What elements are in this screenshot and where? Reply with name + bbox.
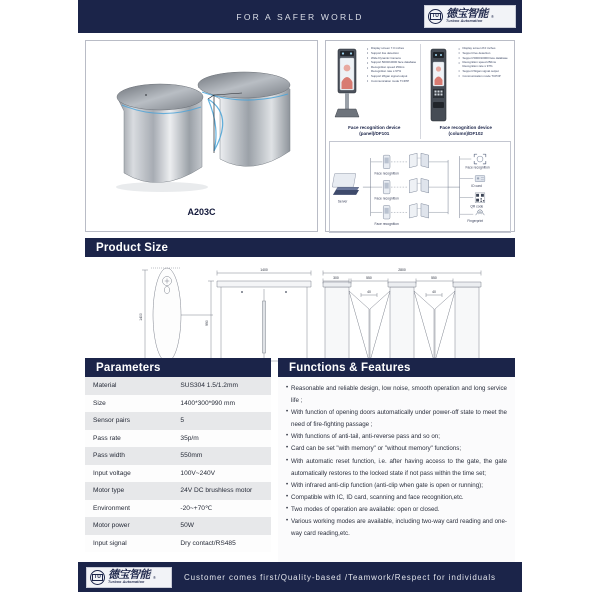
device-column-image xyxy=(422,46,456,124)
brand-text xyxy=(108,570,150,585)
parameter-value: -20~+70℃ xyxy=(180,505,213,513)
parameter-value: 100V~240V xyxy=(180,469,216,477)
parameter-value: Dry contact/RS485 xyxy=(180,539,236,547)
table-row xyxy=(85,500,271,518)
credential-fingerprint-icon xyxy=(476,210,485,215)
spec-item: • Recognition speed 250ms Recognition rate ≥ 97% xyxy=(459,61,511,68)
credential-face-icon xyxy=(474,154,486,164)
device-list xyxy=(329,44,511,139)
topology-gate-icon xyxy=(409,178,448,193)
parameter-value: 1400*300*990 mm xyxy=(180,399,236,407)
product-size-section xyxy=(85,238,515,372)
dim-gap2: 40 xyxy=(432,290,436,294)
brand-logo-header xyxy=(424,5,516,28)
feature-item: • With function of opening doors automatically under power-off state to meet the need of fire-fighting passage ; xyxy=(286,407,507,431)
device-spec-list-df102 xyxy=(459,46,511,124)
table-row xyxy=(85,482,271,500)
server-label: Server xyxy=(337,199,348,204)
brand-text xyxy=(446,9,488,24)
functions-body xyxy=(278,377,515,569)
functions-section xyxy=(278,358,515,569)
parameter-key: Pass rate xyxy=(93,434,121,442)
device-caption-line1: Face recognition device xyxy=(348,125,401,130)
feature-item: • With functions of anti-tail, anti-reverse pass and so on; xyxy=(286,431,507,443)
brand-name-cn: 德宝智能 xyxy=(108,568,150,581)
product-photo xyxy=(102,55,302,205)
spec-item: • Recognition speed 250ms Recognition rate ≥ 97% xyxy=(367,66,419,73)
face-terminal-column-icon xyxy=(427,48,451,124)
functions-list xyxy=(286,383,507,540)
spec-item: • Support live detection xyxy=(367,52,419,56)
spec-item: • Support 5000/10000 face database xyxy=(459,57,511,61)
dim-lanes-total: 2800 xyxy=(398,268,406,272)
parameter-value: 50W xyxy=(180,522,194,530)
parameter-value: 5 xyxy=(180,417,185,425)
feature-item: • Compatible with IC, ID card, scanning and face recognition,etc. xyxy=(286,492,507,504)
feature-item: • Two modes of operation are available: open or closed. xyxy=(286,504,507,516)
spec-item: • Support 5000/10000 face database xyxy=(367,61,419,65)
brand-mark-letters: TU xyxy=(94,573,101,580)
parameter-key: Environment xyxy=(93,504,131,512)
device-body xyxy=(422,46,511,124)
system-topology-diagram xyxy=(329,141,511,233)
table-row xyxy=(85,412,271,430)
registered-icon: ® xyxy=(491,14,494,19)
parameter-value: 550mm xyxy=(180,452,203,460)
table-row xyxy=(85,465,271,483)
parameter-value: 35p/m xyxy=(180,434,199,442)
device-caption-line2: (column)/DF102 xyxy=(448,130,483,136)
table-row xyxy=(85,447,271,465)
spec-item: • Display screen 7.0 inches xyxy=(367,47,419,51)
device-card-df102 xyxy=(420,44,512,139)
brand-mark-icon xyxy=(90,570,105,585)
credential-idcard-icon xyxy=(475,175,485,181)
table-row xyxy=(85,517,271,535)
spec-item: • Support Wigan signal output xyxy=(367,75,419,79)
server-icon xyxy=(332,173,359,194)
spec-item: • Display screen 8.0 inches xyxy=(459,47,511,51)
parameters-section xyxy=(85,358,271,569)
parameter-key: Material xyxy=(93,382,117,390)
topology-node-label: Face recognition xyxy=(374,221,399,226)
credential-label-1: ID card xyxy=(471,184,482,189)
device-body xyxy=(330,46,419,124)
device-caption-line2: (panel)/DF101 xyxy=(359,130,390,136)
dim-top-length: 1400 xyxy=(139,313,143,321)
dim-front-height: 990 xyxy=(205,320,209,326)
device-caption-line1: Face recognition device xyxy=(439,125,492,130)
credential-label-3: Fingerprint xyxy=(467,218,484,223)
dim-front-width: 1400 xyxy=(260,268,268,272)
credential-label-0: Face recognition xyxy=(465,165,490,170)
topology-gate-icon xyxy=(409,203,448,218)
dim-cabinet: 300 xyxy=(333,276,339,280)
credential-qrcode-icon xyxy=(475,193,485,203)
brand-name-en: Turboo Automation xyxy=(108,579,145,584)
feature-item: • Reasonable and reliable design, low noise, smooth operation and long service life ; xyxy=(286,383,507,407)
brand-mark-icon xyxy=(428,9,443,24)
feature-item: • With infrared anti-clip function (anti-clip when gate is open or running); xyxy=(286,480,507,492)
device-spec-list-df101 xyxy=(367,46,419,124)
table-row xyxy=(85,430,271,448)
feature-item: • Card can be set "with memory" or "without memory" functions; xyxy=(286,443,507,455)
parameter-key: Pass width xyxy=(93,452,125,460)
parameter-value: 24V DC brushless motor xyxy=(180,487,253,495)
bottom-content-row xyxy=(85,358,515,569)
table-row xyxy=(85,377,271,395)
table-row xyxy=(85,395,271,413)
feature-item: • Various working modes are available, including two-way card reading and one-way card reading,etc. xyxy=(286,516,507,540)
topology-node-label: Face recognition xyxy=(374,196,399,201)
feature-item: • With automatic reset function, i.e. after having access to the gate, the gate automatically restores to the locked state if not pass within the time set; xyxy=(286,456,507,480)
parameter-key: Size xyxy=(93,399,106,407)
header-slogan: FOR A SAFER WORLD xyxy=(236,11,364,22)
footer-bar xyxy=(78,562,522,592)
topology-svg xyxy=(330,142,510,232)
accessories-panel xyxy=(325,40,515,232)
brand-logo-footer xyxy=(86,567,172,588)
product-size-drawings xyxy=(85,257,515,372)
dimension-drawings xyxy=(85,257,515,372)
parameters-header: Parameters xyxy=(85,358,271,377)
spec-item: • Communication mode TCP/IP xyxy=(367,80,419,84)
device-caption-df101 xyxy=(330,124,419,139)
product-size-header: Product Size xyxy=(85,238,515,257)
parameter-key: Sensor pairs xyxy=(93,417,131,425)
parameter-key: Motor power xyxy=(93,522,130,530)
parameter-key: Motor type xyxy=(93,487,125,495)
functions-header: Functions & Features xyxy=(278,358,515,377)
parameter-key: Input voltage xyxy=(93,469,131,477)
product-image-panel xyxy=(85,40,318,232)
spec-item: • Support live detection xyxy=(459,52,511,56)
device-panel-image xyxy=(330,46,364,124)
spec-item: • Support Wigan signal output xyxy=(459,70,511,74)
topology-node-label: Face recognition xyxy=(374,171,399,176)
topology-gate-icon xyxy=(409,153,448,168)
face-terminal-panel-icon xyxy=(332,48,362,120)
parameters-table xyxy=(85,377,271,552)
product-model-label: A203C xyxy=(187,207,216,217)
turnstile-illustration xyxy=(102,55,302,205)
registered-icon: ® xyxy=(153,574,156,580)
device-caption-df102 xyxy=(422,124,511,139)
dim-lane2: 550 xyxy=(431,276,437,280)
top-content-row xyxy=(85,40,515,232)
parameter-key: Input signal xyxy=(93,539,127,547)
brand-mark-letters: TU xyxy=(432,13,439,19)
device-card-df101 xyxy=(329,44,420,139)
header-bar xyxy=(78,0,522,33)
table-row xyxy=(85,535,271,553)
parameter-value: SUS304 1.5/1.2mm xyxy=(180,382,238,390)
brand-name-en: Turboo Automation xyxy=(446,19,483,24)
spec-item: • Communication mode TCP/IP xyxy=(459,75,511,79)
spec-item: • Wide Dynamic Camera xyxy=(367,57,419,61)
brand-name-cn: 德宝智能 xyxy=(446,8,488,21)
dim-lane1: 550 xyxy=(366,276,372,280)
footer-slogan: Customer comes first/Quality-based /Teamwork/Respect for individuals xyxy=(184,572,496,582)
dim-gap1: 40 xyxy=(367,290,371,294)
credential-label-2: QR code xyxy=(470,204,484,209)
